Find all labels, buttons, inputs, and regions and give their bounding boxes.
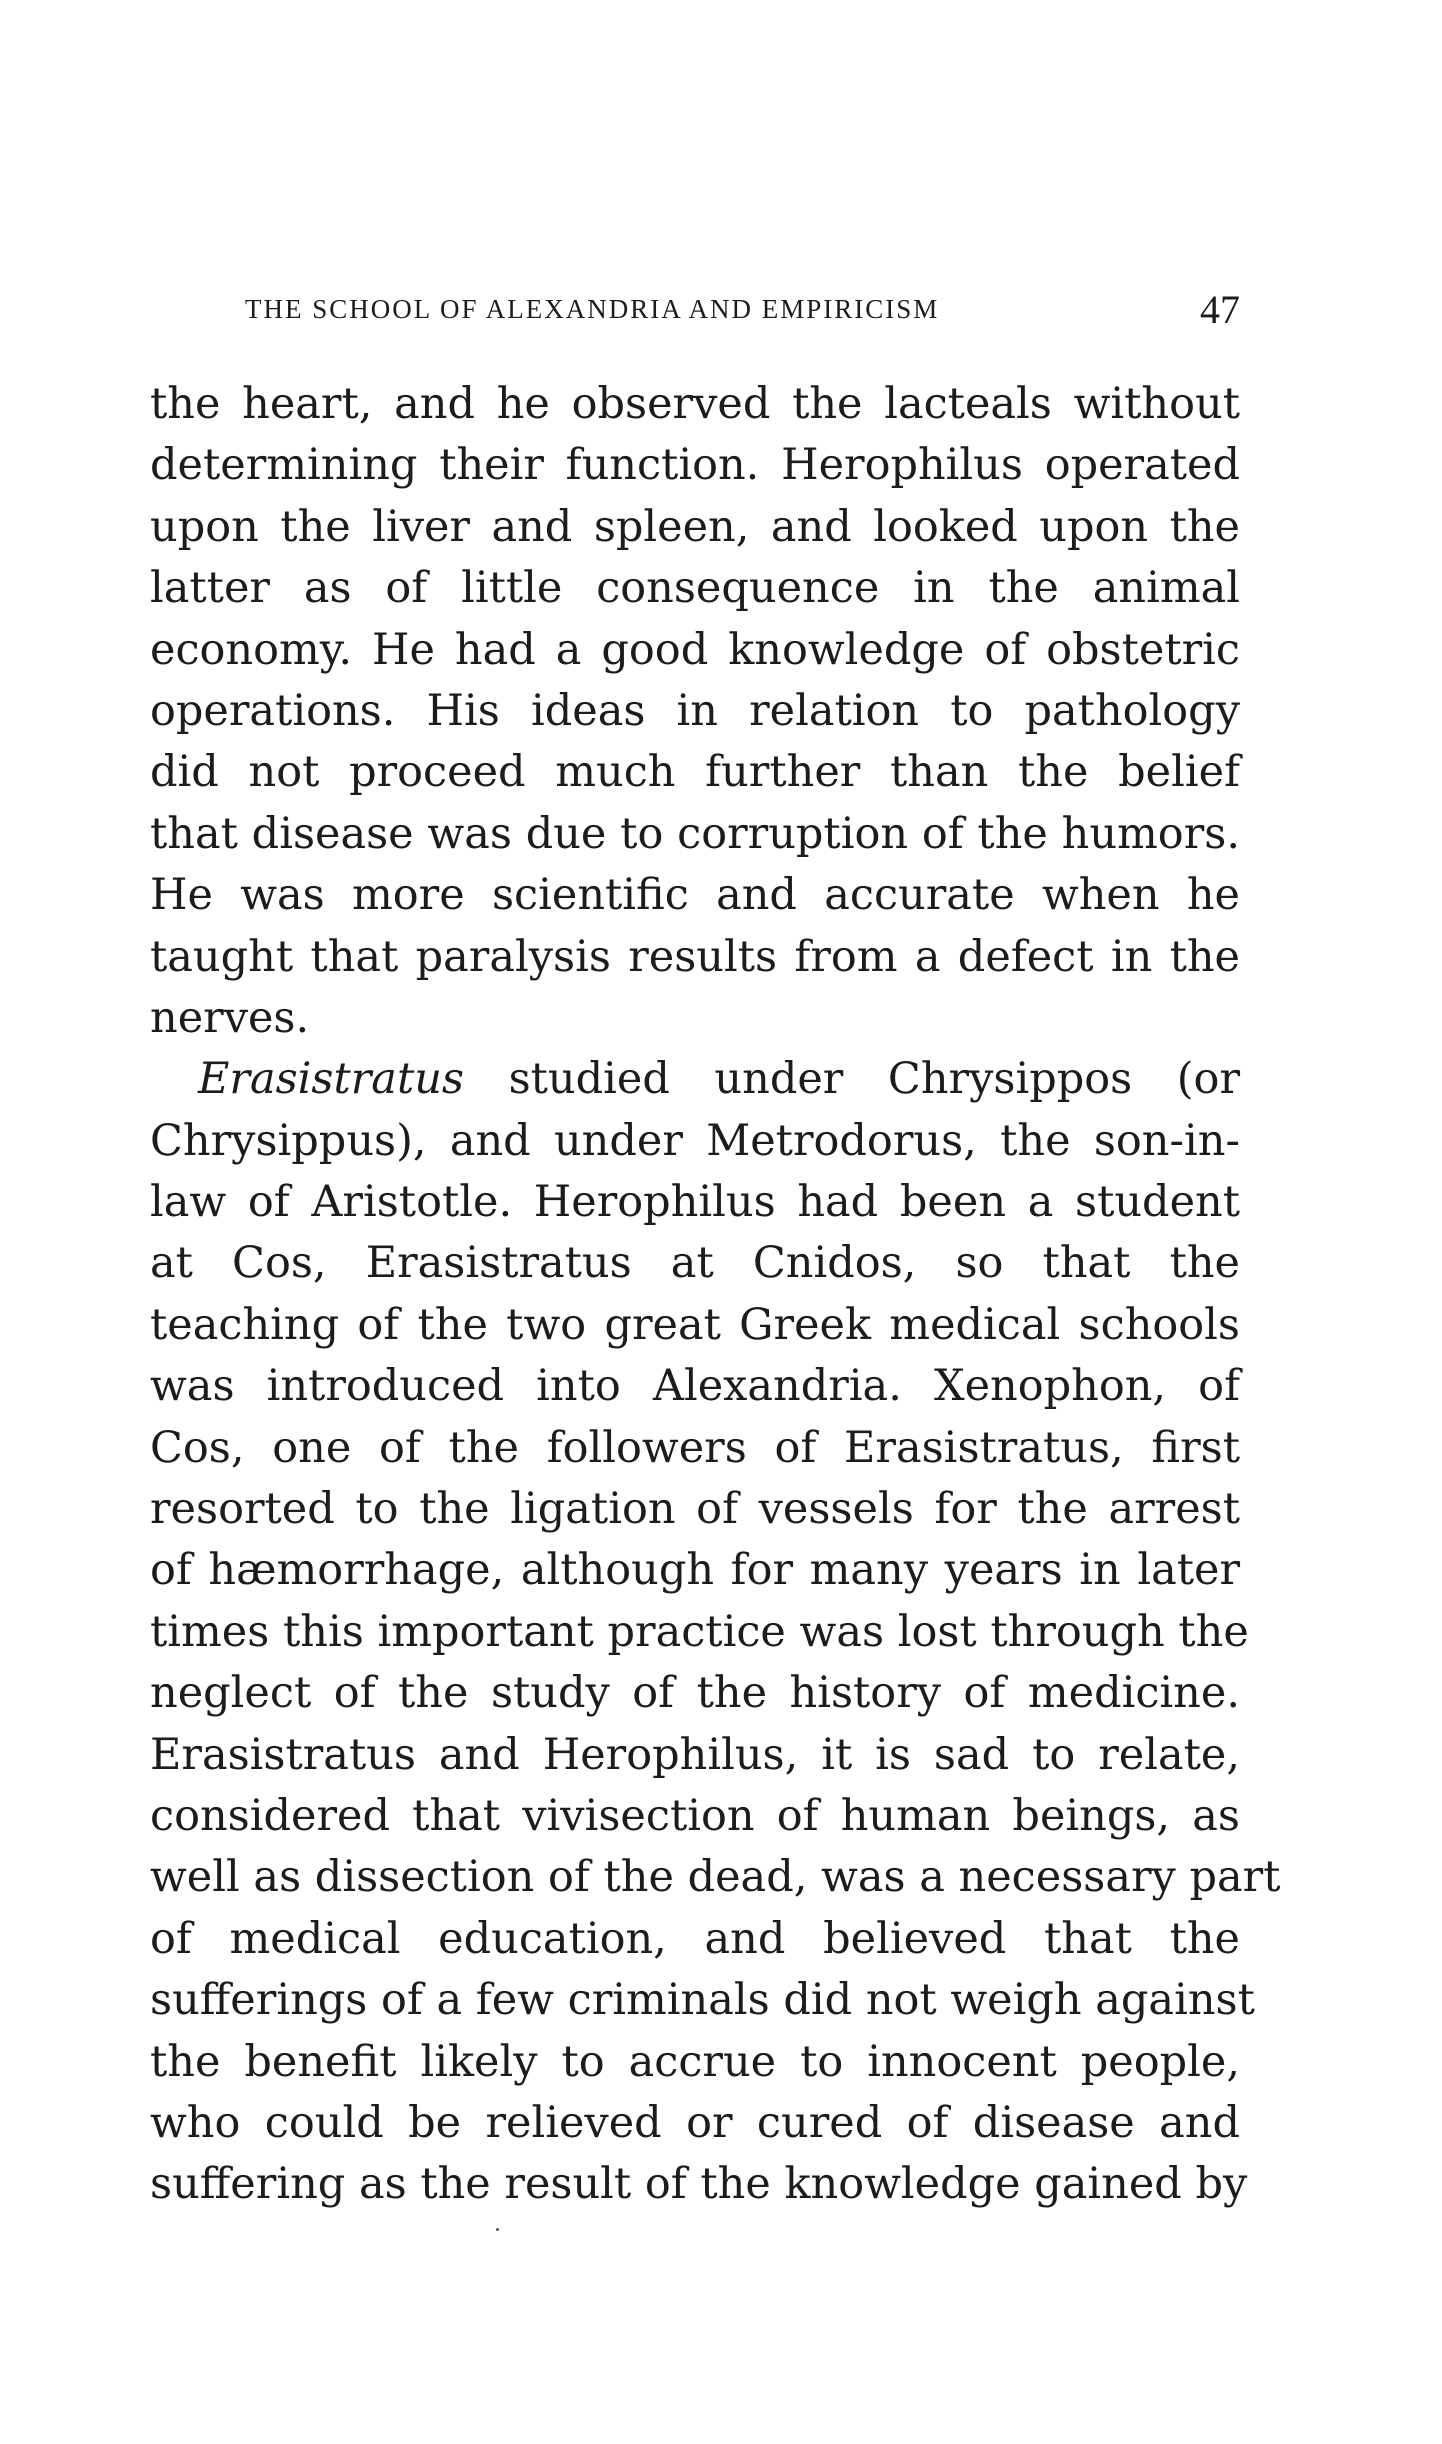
text-line: suffering as the result of the knowledge gained by — [150, 2159, 1248, 2210]
text-line: taught that paralysis results from a defect in the — [150, 931, 1240, 982]
text-line: Chrysippus), and under Metrodorus, the son-in- — [150, 1115, 1240, 1166]
text-line: that disease was due to corruption of the humors. — [150, 808, 1240, 859]
text-line: considered that vivisection of human beings, as — [150, 1790, 1240, 1841]
text-line: times this important practice was lost through the — [150, 1606, 1249, 1657]
text-line: law of Aristotle. Herophilus had been a student — [150, 1177, 1240, 1228]
text-line: neglect of the study of the history of medicine. — [150, 1668, 1240, 1719]
paragraph-first-line — [150, 1049, 1240, 1110]
italic-name-erasistratus: Erasistratus — [198, 1054, 464, 1105]
text-line: of medical education, and believed that the — [150, 1913, 1240, 1964]
text-line: at Cos, Erasistratus at Cnidos, so that the — [150, 1238, 1240, 1289]
text-line: Erasistratus and Herophilus, it is sad to relate, — [150, 1729, 1240, 1780]
text-line: Cos, one of the followers of Erasistratus, first — [150, 1422, 1240, 1473]
text-line: well as dissection of the dead, was a necessary part — [150, 1852, 1281, 1903]
page-number: 47 — [1200, 287, 1240, 332]
text-line: did not proceed much further than the belief — [150, 747, 1240, 798]
text-line: upon the liver and spleen, and looked upon the — [150, 501, 1240, 552]
text-line: resorted to the ligation of vessels for the arrest — [150, 1484, 1240, 1535]
text-line: the heart, and he observed the lacteals without — [150, 379, 1240, 429]
running-head — [150, 287, 1240, 332]
paper-speck — [496, 2228, 499, 2231]
text-line: He was more scientific and accurate when he — [150, 870, 1240, 921]
text-line: the benefit likely to accrue to innocent people, — [150, 2036, 1240, 2087]
text-line: nerves. — [150, 992, 310, 1043]
text-line: sufferings of a few criminals did not weigh against — [150, 1975, 1255, 2026]
text-line: who could be relieved or cured of disease and — [150, 2097, 1240, 2148]
text-line: of hæmorrhage, although for many years in later — [150, 1545, 1240, 1596]
text-line: was introduced into Alexandria. Xenophon, of — [150, 1361, 1240, 1412]
running-title: THE SCHOOL OF ALEXANDRIA AND EMPIRICISM — [245, 294, 940, 324]
text-line: teaching of the two great Greek medical schools — [150, 1299, 1240, 1350]
text-line: economy. He had a good knowledge of obstetric — [150, 624, 1240, 675]
text-line: operations. His ideas in relation to pathology — [150, 685, 1240, 736]
text-line: determining their function. Herophilus operated — [150, 440, 1240, 491]
text-line: latter as of little consequence in the animal — [150, 563, 1240, 614]
first-line-rest: studied under Chrysippos (or — [463, 1054, 1240, 1105]
body-text — [150, 374, 1281, 2216]
